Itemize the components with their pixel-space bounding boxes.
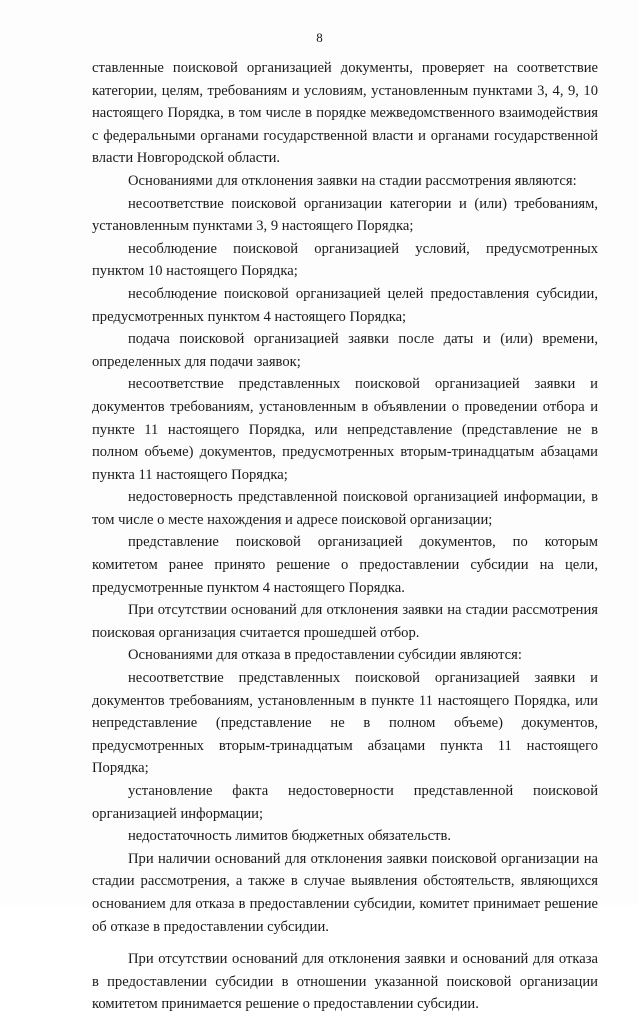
paragraph: несоответствие поисковой организации категории и (или) требованиям, установленным пунктами 3, 9 настоящего Порядка; (92, 195, 598, 235)
paragraph: недостаточность лимитов бюджетных обязательств. (128, 828, 451, 845)
paragraph: Основаниями для отклонения заявки на стадии рассмотрения являются: (128, 172, 577, 189)
paragraph: Основаниями для отказа в предоставлении субсидии являются: (128, 647, 522, 664)
paragraph: несоответствие представленных поисковой организацией заявки и документов требованиям, установленным в объявлении о проведении отбора и пункте 11 настоящего Порядка, или непредставление (представление не в полном объеме) документов, предусмотренных вторым-тринадцатым абзацами пункта 11 настоящего Порядка; (92, 376, 598, 483)
paragraph: несоответствие представленных поисковой организацией заявки и документов требованиям, установленным в пункте 11 настоящего Порядка, или непредставление (представление не в полном объеме) документов, предусмотренных вторым-тринадцатым абзацами пункта 11 настоящего Порядка; (92, 670, 598, 777)
paragraph: При наличии оснований для отклонения заявки поисковой организации на стадии рассмотрения, а также в случае выявления обстоятельств, являющихся основанием для отказа в предоставлении субсидии, комитет принимает решение об отказе в предоставлении субсидии. (92, 850, 598, 935)
paragraph: ставленные поисковой организацией документы, проверяет на соответствие категории, целям, требованиям и условиям, установленным пунктами 3, 4, 9, 10 настоящего Порядка, в том числе в порядке межведомственного взаимодействия с федеральными органами государственной власти и органами государственной власти Новгородской области. (92, 60, 598, 167)
paragraph: представление поисковой организацией документов, по которым комитетом ранее принято решение о предоставлении субсидии на цели, предусмотренные пунктом 4 настоящего Порядка. (92, 534, 598, 596)
document-body (92, 57, 598, 1016)
paragraph: несоблюдение поисковой организацией условий, предусмотренных пунктом 10 настоящего Порядка; (92, 240, 598, 280)
paragraph: подача поисковой организацией заявки после даты и (или) времени, определенных для подачи заявок; (92, 331, 598, 370)
paragraph: несоблюдение поисковой организацией целей предоставления субсидии, предусмотренных пунктом 4 настоящего Порядка; (92, 285, 598, 325)
page-number: 8 (316, 30, 323, 45)
paragraph: При отсутствии оснований для отклонения заявки на стадии рассмотрения поисковая организация считается прошедшей отбор. (92, 602, 598, 641)
paragraph: При отсутствии оснований для отклонения заявки и оснований для отказа в предоставлении субсидии в отношении указанной поисковой организации комитетом принимается решение о предоставлении субсидии. (92, 951, 598, 1013)
paragraph: недостоверность представленной поисковой организацией информации, в том числе о месте нахождения и адресе поисковой организации; (92, 489, 598, 528)
paragraph: установление факта недостоверности представленной поисковой организацией информации; (92, 783, 598, 822)
